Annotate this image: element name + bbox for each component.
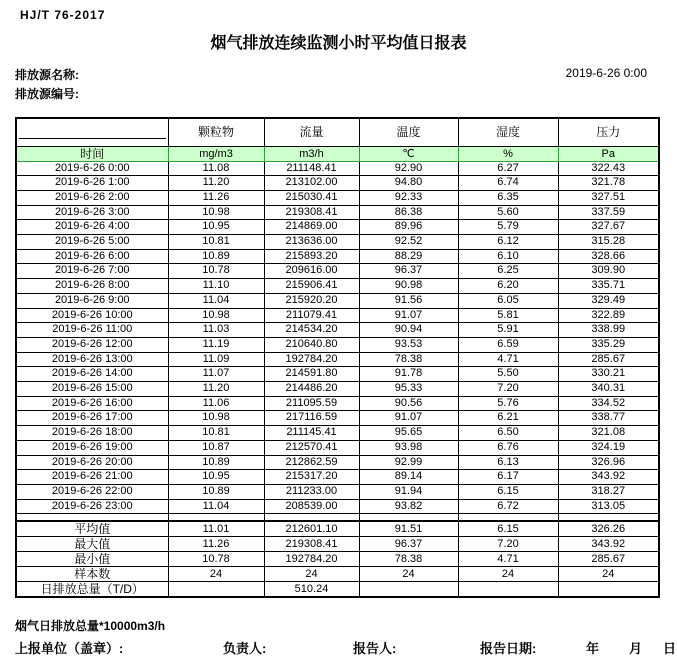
value-cell: 215906.41 [264,279,359,294]
value-cell: 5.76 [458,396,558,411]
value-cell: 93.82 [359,499,458,514]
value-cell: 285.67 [558,551,659,566]
table-row [16,470,659,485]
value-cell: 91.78 [359,367,458,382]
value-cell: 11.26 [168,536,264,551]
value-cell: 10.98 [168,411,264,426]
value-cell: 11.07 [168,367,264,382]
row-label-cell: 2019-6-26 5:00 [16,235,168,250]
value-cell: 211148.41 [264,161,359,176]
table-row [16,411,659,426]
value-cell: 11.26 [168,190,264,205]
value-cell: 6.72 [458,499,558,514]
value-cell [558,581,659,597]
row-label-cell: 2019-6-26 22:00 [16,484,168,499]
table-row [16,566,659,581]
value-cell: 322.89 [558,308,659,323]
value-cell: 211079.41 [264,308,359,323]
row-label-cell: 2019-6-26 15:00 [16,382,168,397]
value-cell: 11.10 [168,279,264,294]
hourly-rows [16,161,659,514]
value-cell: 10.98 [168,205,264,220]
source-name-label: 排放源名称: [15,68,79,82]
table-row [16,176,659,191]
value-cell: 6.15 [458,521,558,537]
value-cell: 327.67 [558,220,659,235]
value-cell: 215317.20 [264,470,359,485]
value-cell: 7.20 [458,382,558,397]
value-cell: 10.89 [168,455,264,470]
value-cell: 10.89 [168,484,264,499]
value-cell: 24 [168,566,264,581]
value-cell: 24 [458,566,558,581]
value-cell: 326.96 [558,455,659,470]
value-cell: 92.52 [359,235,458,250]
row-label-cell: 2019-6-26 6:00 [16,249,168,264]
value-cell: 6.21 [458,411,558,426]
row-label-cell: 2019-6-26 17:00 [16,411,168,426]
table-row [16,426,659,441]
value-cell: 214486.20 [264,382,359,397]
table-row [16,308,659,323]
value-cell: 510.24 [264,581,359,597]
value-cell: 328.66 [558,249,659,264]
table-row [16,484,659,499]
value-cell: 309.90 [558,264,659,279]
value-cell: 95.65 [359,426,458,441]
value-cell: 212862.59 [264,455,359,470]
summary-rows [16,521,659,597]
value-cell: 334.52 [558,396,659,411]
table-row [16,264,659,279]
value-cell: 6.20 [458,279,558,294]
value-cell: 10.98 [168,308,264,323]
value-cell: 335.29 [558,337,659,352]
table-row [16,581,659,597]
value-cell: 93.98 [359,440,458,455]
row-label-cell: 2019-6-26 4:00 [16,220,168,235]
row-label-cell: 2019-6-26 16:00 [16,396,168,411]
value-cell: 6.35 [458,190,558,205]
spacer-cell [558,514,659,521]
value-cell: 78.38 [359,551,458,566]
value-cell: 10.87 [168,440,264,455]
pollutant-header-row [16,118,659,146]
row-label-cell: 2019-6-26 23:00 [16,499,168,514]
value-cell: 91.07 [359,411,458,426]
row-label-cell: 平均值 [16,521,168,537]
row-label-cell: 2019-6-26 0:00 [16,161,168,176]
signature-line [0,638,677,656]
value-cell: 5.79 [458,220,558,235]
value-cell: 338.77 [558,411,659,426]
value-cell: 6.15 [458,484,558,499]
spacer-cell [16,514,168,521]
value-cell: 11.04 [168,499,264,514]
table-row [16,536,659,551]
value-cell: 11.09 [168,352,264,367]
value-cell: 340.31 [558,382,659,397]
spacer-row [16,514,659,521]
table-row [16,455,659,470]
month-label: 月 [629,641,643,656]
col-header-flow: 流量 [264,118,359,146]
table-row [16,190,659,205]
row-label-cell: 2019-6-26 9:00 [16,293,168,308]
unit-header-row [16,146,659,161]
report-date-label: 报告日期: [480,641,537,656]
value-cell: 192784.20 [264,551,359,566]
value-cell: 5.50 [458,367,558,382]
value-cell: 96.37 [359,264,458,279]
spacer-cell [458,514,558,521]
table-row [16,337,659,352]
value-cell: 92.33 [359,190,458,205]
value-cell: 7.20 [458,536,558,551]
value-cell: 90.56 [359,396,458,411]
value-cell: 92.99 [359,455,458,470]
value-cell: 10.78 [168,551,264,566]
spacer-cell [359,514,458,521]
reporter-label: 报告人: [353,641,397,656]
value-cell: 313.05 [558,499,659,514]
value-cell: 285.67 [558,352,659,367]
value-cell: 212601.10 [264,521,359,537]
value-cell: 6.74 [458,176,558,191]
value-cell: 212570.41 [264,440,359,455]
unit-temperature: ℃ [359,146,458,161]
value-cell: 6.13 [458,455,558,470]
value-cell: 10.95 [168,220,264,235]
spacer-cell [264,514,359,521]
value-cell: 89.14 [359,470,458,485]
value-cell: 11.20 [168,176,264,191]
value-cell: 92.90 [359,161,458,176]
value-cell: 219308.41 [264,205,359,220]
value-cell: 324.19 [558,440,659,455]
row-label-cell: 2019-6-26 8:00 [16,279,168,294]
year-label: 年 [586,641,600,656]
row-label-cell: 样本数 [16,566,168,581]
value-cell: 6.50 [458,426,558,441]
value-cell: 338.99 [558,323,659,338]
value-cell: 5.81 [458,308,558,323]
row-label-cell: 2019-6-26 2:00 [16,190,168,205]
value-cell: 10.81 [168,235,264,250]
row-label-cell: 2019-6-26 18:00 [16,426,168,441]
day-label: 日 [663,641,677,656]
value-cell: 11.06 [168,396,264,411]
row-label-cell: 最大值 [16,536,168,551]
table-row [16,521,659,537]
value-cell: 330.21 [558,367,659,382]
value-cell: 211233.00 [264,484,359,499]
value-cell: 209616.00 [264,264,359,279]
unit-humidity: % [458,146,558,161]
value-cell: 6.05 [458,293,558,308]
value-cell: 91.07 [359,308,458,323]
value-cell: 337.59 [558,205,659,220]
total-emission-footnote: 烟气日排放总量*10000m3/h [15,619,166,633]
value-cell: 329.49 [558,293,659,308]
table-row [16,396,659,411]
value-cell: 95.33 [359,382,458,397]
value-cell: 89.96 [359,220,458,235]
value-cell: 6.17 [458,470,558,485]
value-cell: 213102.00 [264,176,359,191]
col-header-humidity: 湿度 [458,118,558,146]
table-row [16,551,659,566]
table-row [16,352,659,367]
table-row [16,440,659,455]
unit-flow: m3/h [264,146,359,161]
responsible-person-label: 负责人: [223,641,267,656]
value-cell: 4.71 [458,551,558,566]
value-cell: 93.53 [359,337,458,352]
value-cell: 91.51 [359,521,458,537]
value-cell: 6.76 [458,440,558,455]
value-cell: 321.78 [558,176,659,191]
value-cell: 24 [264,566,359,581]
value-cell: 315.28 [558,235,659,250]
value-cell: 6.59 [458,337,558,352]
table-row [16,235,659,250]
value-cell: 343.92 [558,536,659,551]
value-cell: 10.89 [168,249,264,264]
row-label-cell: 2019-6-26 14:00 [16,367,168,382]
value-cell: 6.27 [458,161,558,176]
value-cell: 327.51 [558,190,659,205]
value-cell: 6.25 [458,264,558,279]
col-header-temperature: 温度 [359,118,458,146]
row-label-cell: 2019-6-26 21:00 [16,470,168,485]
header-split-divider [19,125,166,139]
col-header-pressure: 压力 [558,118,659,146]
value-cell: 335.71 [558,279,659,294]
value-cell: 90.94 [359,323,458,338]
value-cell: 215030.41 [264,190,359,205]
value-cell: 211145.41 [264,426,359,441]
value-cell: 24 [558,566,659,581]
value-cell: 211095.59 [264,396,359,411]
value-cell: 11.20 [168,382,264,397]
value-cell: 322.43 [558,161,659,176]
value-cell: 5.91 [458,323,558,338]
standard-code: HJ/T 76-2017 [20,8,106,22]
report-datetime: 2019-6-26 0:00 [565,66,647,80]
value-cell: 11.04 [168,293,264,308]
row-label-cell: 2019-6-26 10:00 [16,308,168,323]
value-cell [168,581,264,597]
value-cell: 318.27 [558,484,659,499]
value-cell: 208539.00 [264,499,359,514]
table-row [16,293,659,308]
value-cell: 11.08 [168,161,264,176]
value-cell: 10.95 [168,470,264,485]
value-cell: 214591.80 [264,367,359,382]
value-cell: 326.26 [558,521,659,537]
time-column-header-blank [16,118,168,146]
source-id-label: 排放源编号: [15,87,79,101]
value-cell: 210640.80 [264,337,359,352]
row-label-cell: 最小值 [16,551,168,566]
row-label-cell: 2019-6-26 20:00 [16,455,168,470]
page-title: 烟气排放连续监测小时平均值日报表 [210,35,467,52]
report-unit-label: 上报单位（盖章）: [15,641,124,656]
value-cell: 86.38 [359,205,458,220]
time-column-label: 时间 [16,146,168,161]
table-row [16,323,659,338]
value-cell: 6.12 [458,235,558,250]
value-cell [359,581,458,597]
value-cell: 213636.00 [264,235,359,250]
value-cell: 10.81 [168,426,264,441]
row-label-cell: 2019-6-26 7:00 [16,264,168,279]
table-row [16,249,659,264]
value-cell: 215893.20 [264,249,359,264]
value-cell: 6.10 [458,249,558,264]
value-cell: 219308.41 [264,536,359,551]
value-cell: 91.94 [359,484,458,499]
monitoring-table [15,117,660,598]
row-label-cell: 2019-6-26 13:00 [16,352,168,367]
unit-pressure: Pa [558,146,659,161]
table-row [16,205,659,220]
value-cell: 321.08 [558,426,659,441]
value-cell: 5.60 [458,205,558,220]
row-label-cell: 2019-6-26 19:00 [16,440,168,455]
value-cell: 11.19 [168,337,264,352]
table-header [16,118,659,161]
value-cell: 94.80 [359,176,458,191]
table-row [16,382,659,397]
value-cell: 10.78 [168,264,264,279]
row-label-cell: 2019-6-26 11:00 [16,323,168,338]
value-cell: 343.92 [558,470,659,485]
value-cell: 214534.20 [264,323,359,338]
row-label-cell: 2019-6-26 1:00 [16,176,168,191]
value-cell: 24 [359,566,458,581]
value-cell: 11.01 [168,521,264,537]
value-cell: 78.38 [359,352,458,367]
spacer-cell [168,514,264,521]
value-cell: 192784.20 [264,352,359,367]
table-row [16,279,659,294]
value-cell: 90.98 [359,279,458,294]
row-label-cell: 2019-6-26 12:00 [16,337,168,352]
value-cell: 4.71 [458,352,558,367]
table-row [16,367,659,382]
value-cell: 217116.59 [264,411,359,426]
table-row [16,161,659,176]
spacer-section [16,514,659,521]
value-cell: 214869.00 [264,220,359,235]
value-cell [458,581,558,597]
col-header-particulate: 颗粒物 [168,118,264,146]
table-row [16,220,659,235]
unit-particulate: mg/m3 [168,146,264,161]
row-label-cell: 日排放总量（T/D） [16,581,168,597]
row-label-cell: 2019-6-26 3:00 [16,205,168,220]
value-cell: 88.29 [359,249,458,264]
table-row [16,499,659,514]
value-cell: 91.56 [359,293,458,308]
value-cell: 96.37 [359,536,458,551]
value-cell: 11.03 [168,323,264,338]
value-cell: 215920.20 [264,293,359,308]
